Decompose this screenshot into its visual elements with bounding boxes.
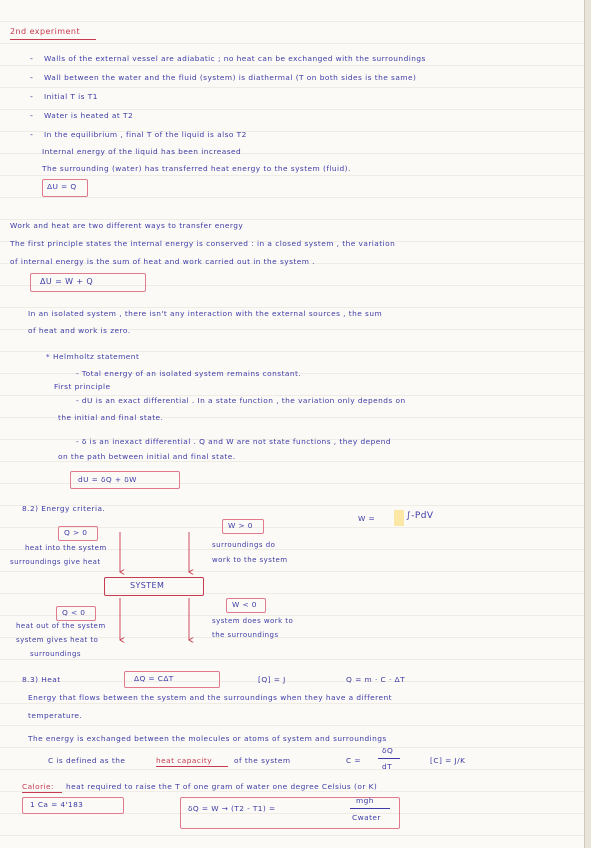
temperature-equation: δQ = W → (T2 - T1) = (188, 804, 276, 813)
text-line: Energy that flows between the system and the surroundings when they have a different (28, 693, 392, 702)
bullet-dash: - (30, 111, 33, 120)
equation-first-principle: ΔU = W + Q (40, 277, 94, 286)
text-line: of heat and work is zero. (28, 326, 131, 335)
section-title: 8.2) Energy criteria. (22, 504, 106, 513)
bullet-dash: - (30, 130, 33, 139)
criteria-text: system does work to (212, 617, 294, 625)
criteria-text: surroundings give heat (10, 558, 101, 566)
text-line: The energy is exchanged between the molecules or atoms of system and surroundings (28, 734, 387, 743)
heat-capacity-term: heat capacity (156, 756, 213, 765)
text-line: on the path between initial and final state. (58, 452, 236, 461)
equation-delta-u-q: ΔU = Q (47, 182, 77, 191)
text-line: of the system (234, 756, 291, 765)
text-line: the initial and final state. (58, 413, 164, 422)
bullet-dash: - (30, 73, 33, 82)
section-title: 8.3) Heat (22, 675, 61, 684)
equation-du: dU = δQ + δW (78, 475, 137, 484)
bullet-dash: - (30, 54, 33, 63)
heat-capacity-unit: [C] = J/K (430, 756, 466, 765)
fraction-numerator: mgh (356, 796, 374, 805)
fraction-denominator: Cwater (352, 813, 381, 822)
text-line: of internal energy is the sum of heat and work carried out in the system . (10, 257, 315, 266)
q-positive: Q > 0 (64, 528, 88, 537)
system-label: SYSTEM (130, 581, 165, 590)
calorie-definition: heat required to raise the T of one gram of water one degree Celsius (or K) (66, 782, 378, 791)
bullet-item: Initial T is T1 (44, 92, 98, 101)
criteria-text: surroundings (30, 650, 82, 658)
heat-equation-alt: Q = m · C · ΔT (346, 675, 406, 684)
term-underline (156, 766, 228, 767)
criteria-text: heat out of the system (16, 622, 106, 630)
calorie-label: Calorie: (22, 782, 54, 791)
fraction-bar (350, 808, 390, 809)
criteria-text: heat into the system (25, 544, 107, 552)
heat-equation: ΔQ = CΔT (134, 674, 174, 683)
work-formula-integral: ∫-PdV (406, 511, 434, 521)
w-positive: W > 0 (228, 521, 253, 530)
fraction-bar (378, 758, 400, 759)
criteria-text: system gives heat to (16, 636, 99, 644)
bullet-item: Wall between the water and the fluid (system) is diathermal (T on both sides is the same) (44, 73, 417, 82)
criteria-text: surroundings do (212, 541, 276, 549)
heat-unit: [Q] = J (258, 675, 286, 684)
heat-capacity-lhs: C = (346, 756, 362, 765)
w-negative: W < 0 (232, 600, 257, 609)
text-line: The surrounding (water) has transferred heat energy to the system (fluid). (42, 164, 351, 173)
criteria-text: the surroundings (212, 631, 279, 639)
text-line: - Total energy of an isolated system remains constant. (76, 369, 302, 378)
text-line: In an isolated system , there isn't any interaction with the external sources , the sum (28, 309, 383, 318)
text-line: - δ is an inexact differential . Q and W are not state functions , they depend (76, 437, 392, 446)
text-line: Work and heat are two different ways to transfer energy (10, 221, 244, 230)
bullet-dash: - (30, 92, 33, 101)
helmholtz-title: * Helmholtz statement (46, 352, 140, 361)
page-edge (584, 0, 591, 848)
first-principle-label: First principle (54, 382, 111, 391)
text-line: - dU is an exact differential . In a state function , the variation only depends on (76, 396, 406, 405)
calorie-equation: 1 Ca = 4'183 (30, 800, 84, 809)
q-negative: Q < 0 (62, 608, 86, 617)
criteria-text: work to the system (212, 556, 288, 564)
work-formula-lhs: W = (358, 514, 376, 523)
term-underline (22, 792, 62, 793)
bullet-item: In the equilibrium , final T of the liquid is also T2 (44, 130, 247, 139)
heat-capacity-denominator: dT (382, 762, 393, 771)
text-line: C is defined as the (48, 756, 126, 765)
text-line: temperature. (28, 711, 83, 720)
text-line: The first principle states the internal energy is conserved : in a closed system , the variation (10, 239, 396, 248)
bullet-item: Water is heated at T2 (44, 111, 134, 120)
page-heading: 2nd experiment (10, 27, 81, 36)
heat-capacity-numerator: δQ (382, 746, 394, 755)
bullet-item: Walls of the external vessel are adiabatic ; no heat can be exchanged with the surroundings (44, 54, 426, 63)
text-line: Internal energy of the liquid has been increased (42, 147, 242, 156)
